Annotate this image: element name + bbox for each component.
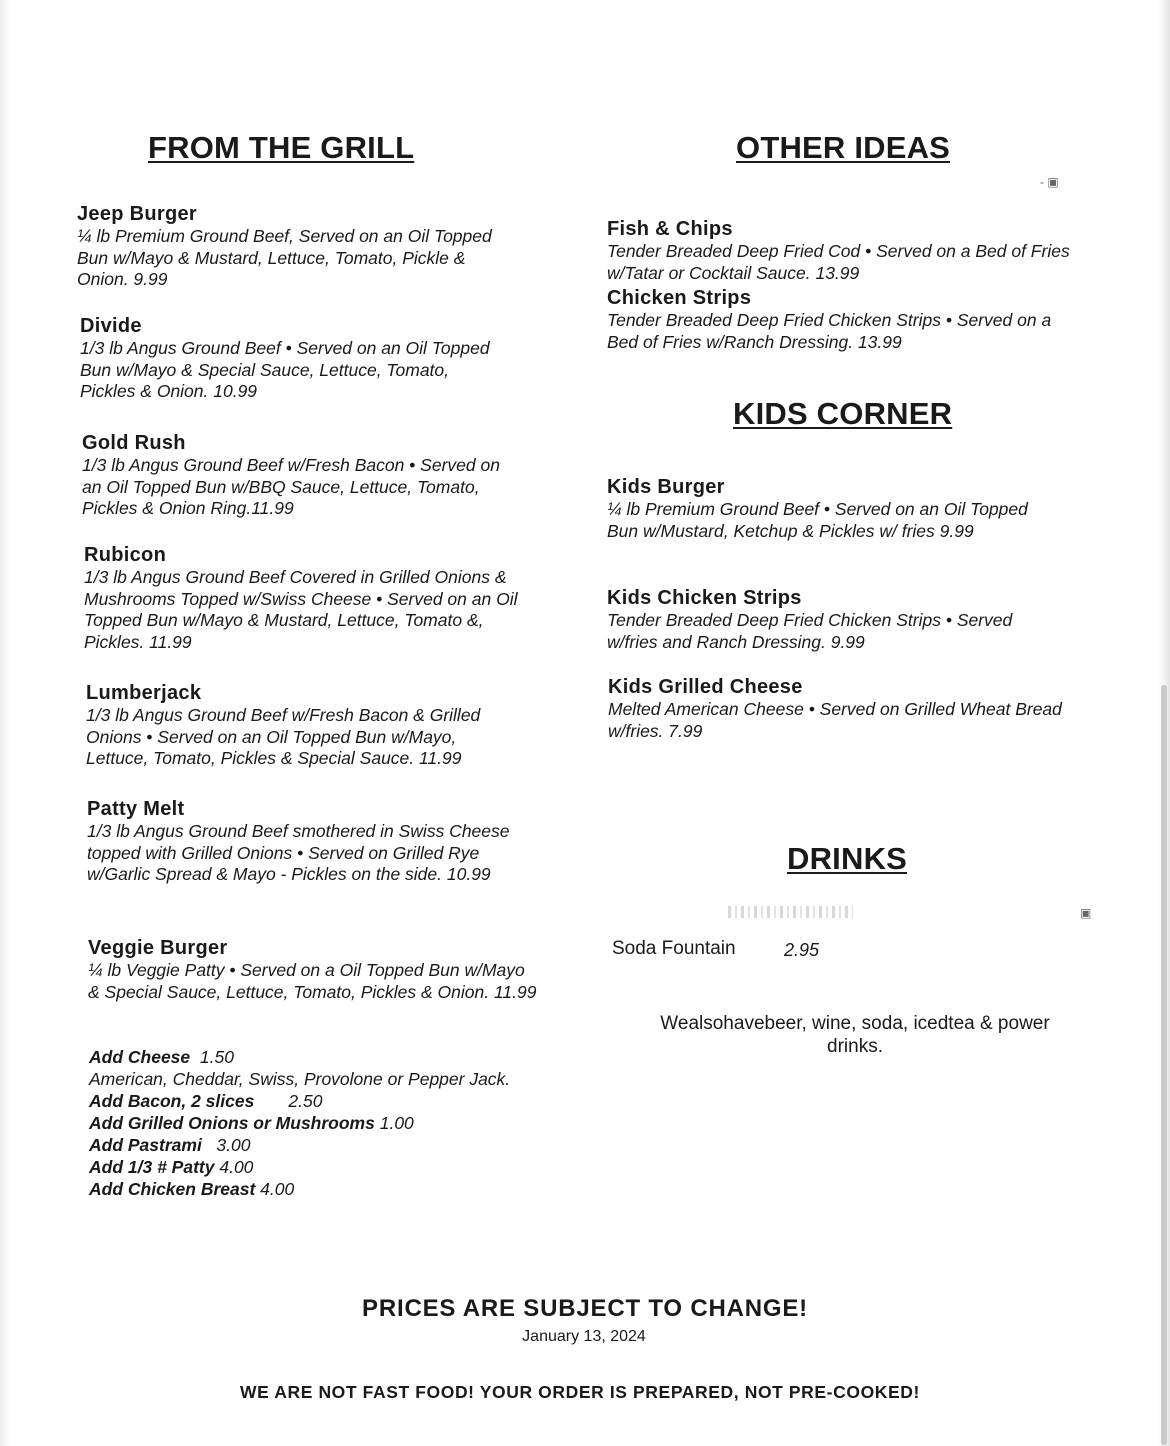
addon-price: 1.00: [379, 1113, 414, 1133]
addon-label: Add Pastrami: [89, 1135, 202, 1155]
drinks-heading: DRINKS: [787, 841, 908, 876]
item-name: Jeep Burger: [77, 203, 198, 225]
addon-bacon: [89, 1090, 529, 1112]
menu-date: January 13, 2024: [522, 1328, 646, 1345]
item-description: ¼ lb Premium Ground Beef • Served on an Oil Topped Bun w/Mustard, Ketchup & Pickles w/ fries 9.99: [607, 499, 1028, 541]
scan-smudge: [728, 906, 853, 918]
item-name: Rubicon: [84, 544, 167, 566]
not-fast-food-notice: WE ARE NOT FAST FOOD! YOUR ORDER IS PREPARED, NOT PRE-COOKED!: [240, 1382, 920, 1402]
soda-fountain-label: Soda Fountain: [612, 938, 736, 959]
item-description: Tender Breaded Deep Fried Chicken Strips • Served w/fries and Ranch Dressing. 9.99: [607, 610, 1013, 652]
addon-price: 2.50: [288, 1091, 323, 1111]
soda-fountain-price: 2.95: [784, 940, 820, 960]
menu-item-fish-chips: [607, 217, 1082, 284]
scan-mark: ▣: [1080, 906, 1092, 920]
addon-price: 1.50: [199, 1047, 234, 1067]
addon-patty: [89, 1156, 529, 1178]
addon-price: 4.00: [260, 1179, 295, 1199]
addon-label: Add Cheese: [89, 1047, 191, 1067]
addon-price: 4.00: [219, 1157, 254, 1177]
grill-heading: FROM THE GRILL: [148, 130, 415, 165]
addon-onions-mushrooms: [89, 1112, 529, 1134]
page-edge-left: [0, 0, 10, 1446]
addon-label: Add Bacon, 2 slices: [89, 1091, 255, 1111]
menu-item-divide: [80, 314, 500, 403]
addon-label: Add 1/3 # Patty: [89, 1157, 215, 1177]
item-description: ¼ lb Veggie Patty • Served on a Oil Topped Bun w/Mayo & Special Sauce, Lettuce, Tomato, Pickles & Onion. 11.99: [88, 960, 537, 1002]
menu-item-chicken-strips: [607, 286, 1087, 353]
item-description: 1/3 lb Angus Ground Beef • Served on an Oil Topped Bun w/Mayo & Special Sauce, Lettuce, Tomato, Pickles & Onion. 10.99: [80, 338, 490, 401]
addon-cheese: [89, 1046, 529, 1068]
addon-label: Add Chicken Breast: [89, 1179, 256, 1199]
item-description: 1/3 lb Angus Ground Beef smothered in Swiss Cheese topped with Grilled Onions • Served on Grilled Rye w/Garlic Spread & Mayo - Pickles on the side. 10.99: [87, 821, 510, 884]
item-name: Kids Chicken Strips: [607, 587, 802, 609]
menu-item-veggie-burger: [88, 936, 538, 1003]
menu-item-gold-rush: [82, 431, 522, 520]
menu-item-lumberjack: [86, 681, 521, 770]
item-name: Gold Rush: [82, 432, 186, 454]
item-description: ¼ lb Premium Ground Beef, Served on an Oil Topped Bun w/Mayo & Mustard, Lettuce, Tomato, Pickle & Onion. 9.99: [77, 226, 492, 289]
addon-pastrami: [89, 1134, 529, 1156]
menu-item-kids-burger: [607, 475, 1052, 542]
item-name: Kids Grilled Cheese: [608, 676, 803, 698]
drinks-note: Wealsohavebeer, wine, soda, icedtea & power drinks.: [660, 1013, 1050, 1057]
item-description: Tender Breaded Deep Fried Cod • Served on a Bed of Fries w/Tatar or Cocktail Sauce. 13.99: [607, 241, 1070, 283]
addons-list: [89, 1046, 529, 1200]
other-ideas-heading: OTHER IDEAS: [736, 130, 951, 165]
item-description: Tender Breaded Deep Fried Chicken Strips • Served on a Bed of Fries w/Ranch Dressing. 13.99: [607, 310, 1052, 352]
menu-item-rubicon: [84, 543, 529, 653]
addon-cheese-options: American, Cheddar, Swiss, Provolone or Pepper Jack.: [89, 1069, 511, 1089]
item-name: Fish & Chips: [607, 218, 733, 240]
menu-item-kids-chicken-strips: [607, 586, 1067, 653]
item-name: Chicken Strips: [607, 287, 752, 309]
item-description: Melted American Cheese • Served on Grilled Wheat Bread w/fries. 7.99: [608, 699, 1062, 741]
item-description: 1/3 lb Angus Ground Beef w/Fresh Bacon & Grilled Onions • Served on an Oil Topped Bun w/Mayo, Lettuce, Tomato, Pickles & Special Sauce. 11.99: [86, 705, 481, 768]
item-description: 1/3 lb Angus Ground Beef Covered in Grilled Onions & Mushrooms Topped w/Swiss Cheese • Served on an Oil Topped Bun w/Mayo & Mustard, Lettuce, Tomato &, Pickles. 11.99: [84, 567, 518, 652]
addon-label: Add Grilled Onions or Mushrooms: [89, 1113, 375, 1133]
addon-price: 3.00: [216, 1135, 251, 1155]
scan-mark: ‐ ▣: [1040, 175, 1059, 189]
menu-item-kids-grilled-cheese: [608, 675, 1068, 742]
item-name: Kids Burger: [607, 476, 725, 498]
scrollbar[interactable]: [1161, 685, 1167, 1445]
prices-notice: PRICES ARE SUBJECT TO CHANGE!: [362, 1295, 808, 1322]
item-name: Divide: [80, 315, 142, 337]
item-name: Patty Melt: [87, 798, 185, 820]
menu-item-patty-melt: [87, 797, 532, 886]
kids-corner-heading: KIDS CORNER: [733, 396, 953, 431]
menu-item-jeep-burger: [77, 202, 517, 291]
item-name: Veggie Burger: [88, 937, 228, 959]
item-name: Lumberjack: [86, 682, 202, 704]
addon-chicken-breast: [89, 1178, 529, 1200]
item-description: 1/3 lb Angus Ground Beef w/Fresh Bacon • Served on an Oil Topped Bun w/BBQ Sauce, Lettuce, Tomato, Pickles & Onion Ring.11.99: [82, 455, 500, 518]
